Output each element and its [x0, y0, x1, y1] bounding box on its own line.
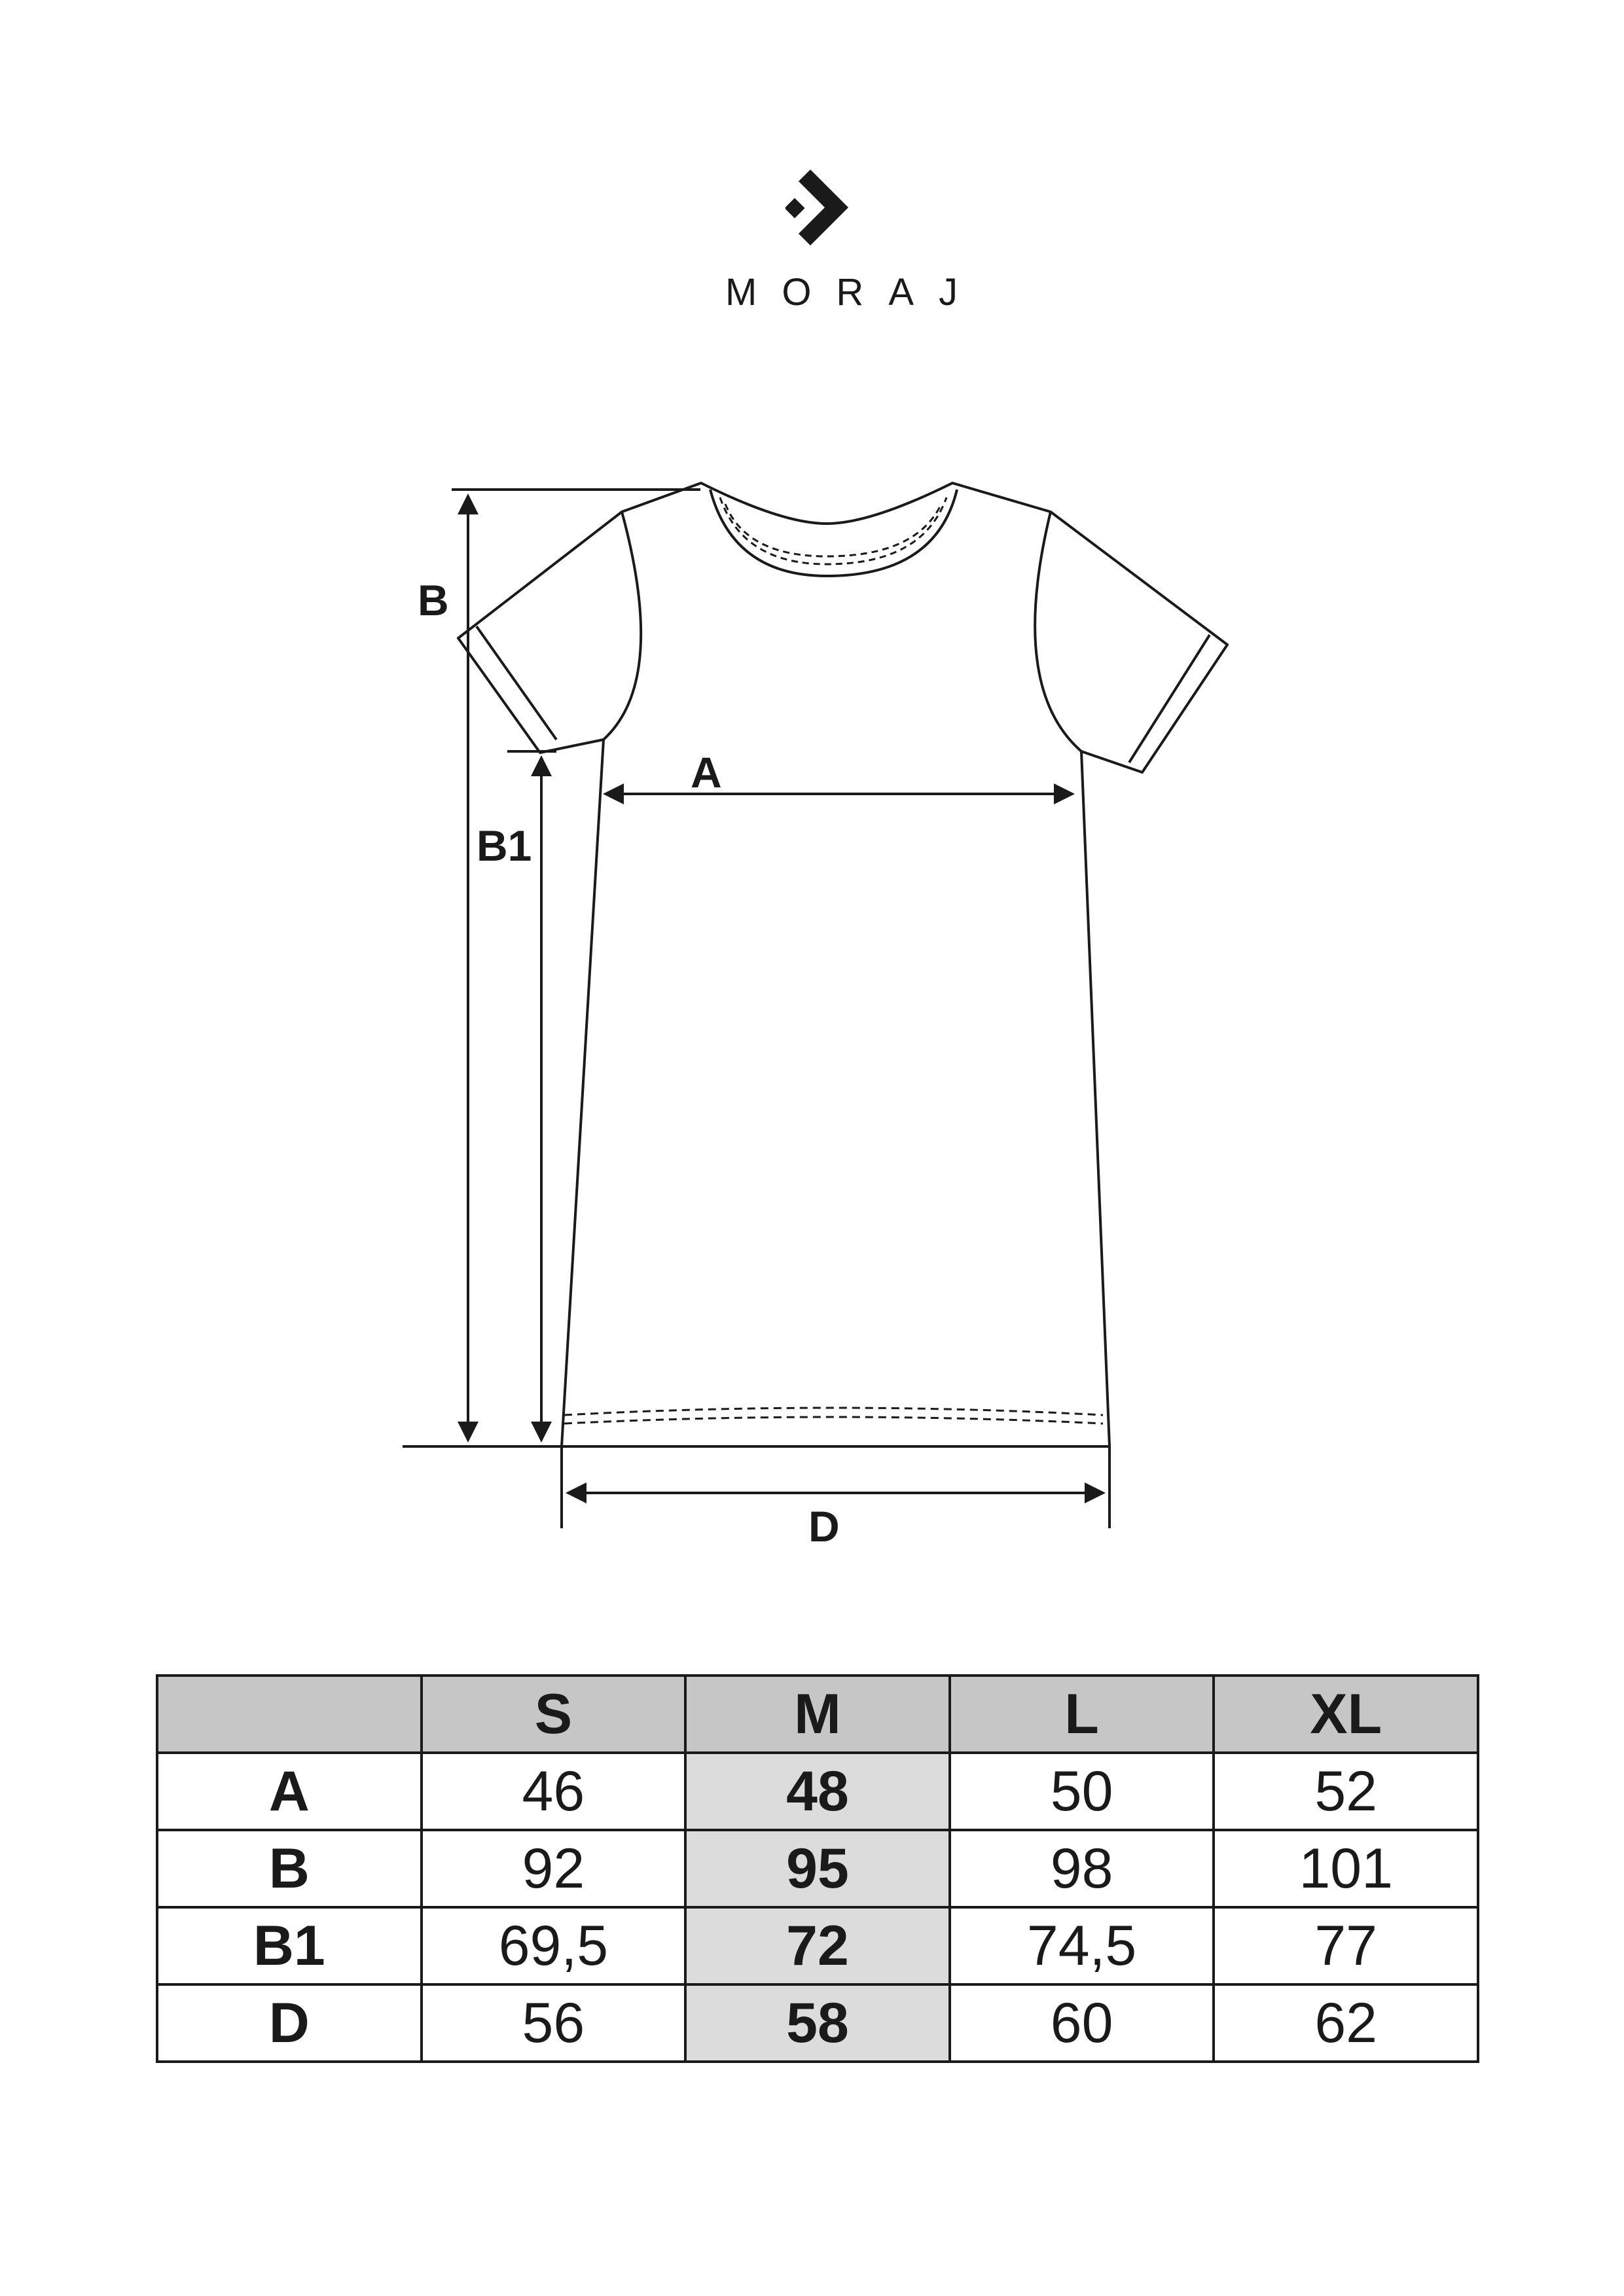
table-row	[157, 1830, 1478, 1907]
cell-d-m: 58	[685, 1984, 950, 2062]
cell-b1-l: 74,5	[950, 1907, 1214, 1984]
hem-stitch-1	[564, 1408, 1103, 1415]
left-sleeve-seam	[604, 512, 641, 740]
cell-a-l: 50	[950, 1753, 1214, 1830]
cell-b1-xl: 77	[1214, 1907, 1478, 1984]
neck-band	[710, 490, 957, 576]
measurement-lines	[403, 490, 1110, 1528]
label-b: B	[418, 576, 449, 624]
left-sleeve-cuff	[477, 626, 556, 740]
table-row	[157, 1984, 1478, 2062]
header-size-s: S	[422, 1676, 686, 1753]
cell-b1-m: 72	[685, 1907, 950, 1984]
right-sleeve-seam	[1035, 512, 1081, 751]
cell-b-xl: 101	[1214, 1830, 1478, 1907]
label-b1: B1	[477, 821, 532, 870]
dress-body	[458, 483, 1227, 1446]
cell-a-s: 46	[422, 1753, 686, 1830]
cell-b1-s: 69,5	[422, 1907, 686, 1984]
size-table	[156, 1674, 1479, 2063]
row-label-a: A	[157, 1753, 422, 1830]
hem-stitch-2	[564, 1417, 1103, 1424]
dress-outline	[458, 483, 1227, 1446]
cell-b-m: 95	[685, 1830, 950, 1907]
brand-name: MORAJ	[725, 271, 983, 314]
row-label-b1: B1	[157, 1907, 422, 1984]
neck-stitch-2	[725, 504, 941, 556]
cell-d-xl: 62	[1214, 1984, 1478, 2062]
label-a: A	[691, 748, 722, 797]
row-label-b: B	[157, 1830, 422, 1907]
header-corner	[157, 1676, 422, 1753]
cell-d-s: 56	[422, 1984, 686, 2062]
cell-a-xl: 52	[1214, 1753, 1478, 1830]
cell-d-l: 60	[950, 1984, 1214, 2062]
table-row	[157, 1753, 1478, 1830]
label-d: D	[808, 1502, 840, 1551]
cell-a-m: 48	[685, 1753, 950, 1830]
table-row	[157, 1907, 1478, 1984]
cell-b-s: 92	[422, 1830, 686, 1907]
header-size-l: L	[950, 1676, 1214, 1753]
header-size-xl: XL	[1214, 1676, 1478, 1753]
cell-b-l: 98	[950, 1830, 1214, 1907]
header-size-m: M	[685, 1676, 950, 1753]
row-label-d: D	[157, 1984, 422, 2062]
size-table-header-row	[157, 1676, 1478, 1753]
right-sleeve-cuff	[1129, 635, 1210, 762]
